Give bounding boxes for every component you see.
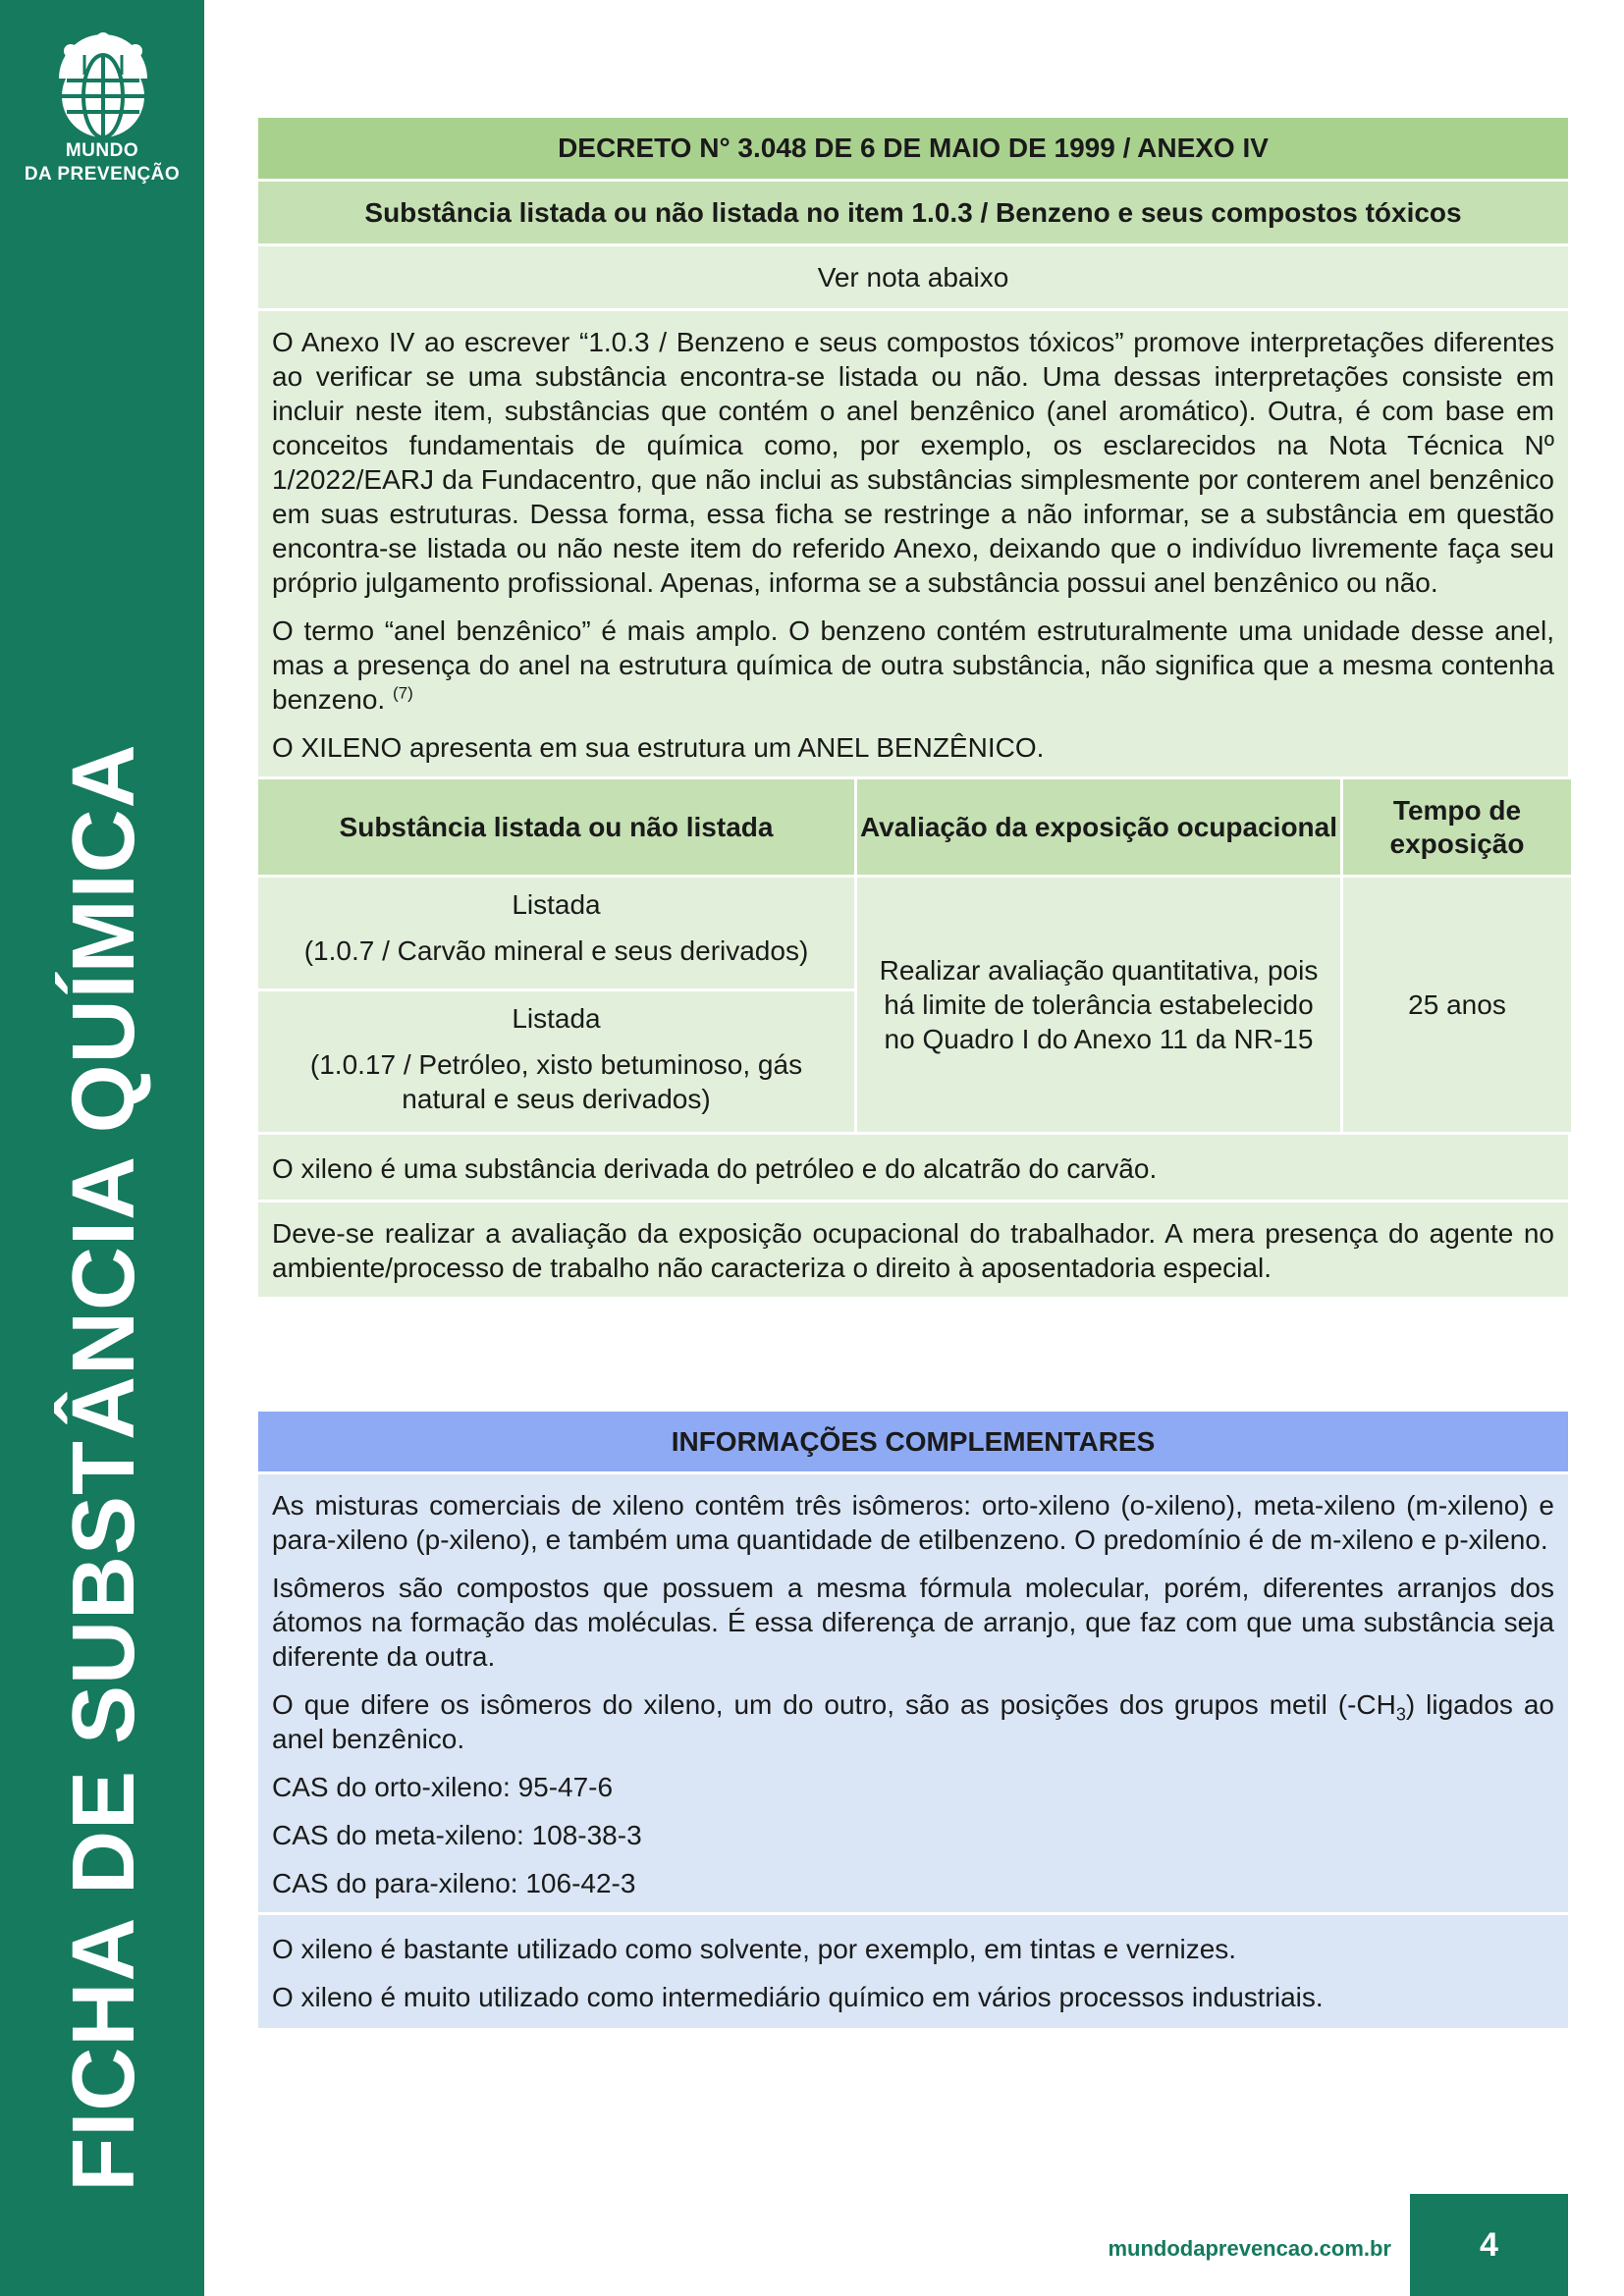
decree-title: DECRETO N° 3.048 DE 6 DE MAIO DE 1999 / ANEXO IV	[258, 118, 1568, 182]
decree-section	[258, 118, 1568, 1297]
sidebar	[0, 0, 204, 2296]
note-paragraph-1: O Anexo IV ao escrever “1.0.3 / Benzeno e seus compostos tóxicos” promove interpretações diferentes ao verificar se uma substância encontra-se listada ou não. Uma dessas interpretações consiste em incluir neste item, substâncias que contém o anel benzênico (anel aromático). Outra, é com base em conceitos fundamentais de química como, por exemplo, os esclarecidos na Nota Técnica Nº 1/2022/EARJ da Fundacentro, que não inclui as substâncias simplesmente por conterem anel benzênico em suas estruturas. Dessa forma, essa ficha se restringe a não informar, se a substância em questão encontra-se listada ou não neste item do referido Anexo, deixando que o indivíduo livremente faça seu próprio julgamento profissional. Apenas, informa se a substância possui anel benzênico ou não.	[272, 327, 1554, 598]
listed-item: (1.0.7 / Carvão mineral e seus derivados)	[303, 935, 809, 966]
exposure-time-cell: 25 anos	[1343, 878, 1571, 1132]
logo-line-1: MUNDO	[65, 140, 139, 161]
exposure-table	[258, 779, 1568, 1135]
cas-para-xylene: CAS do para-xileno: 106-42-3	[272, 1868, 636, 1898]
benzene-note-block	[258, 311, 1568, 779]
page-number: 4	[1410, 2194, 1568, 2296]
note-reference: Ver nota abaixo	[258, 246, 1568, 311]
formula-subscript: 3	[1395, 1704, 1406, 1725]
evaluation-note	[258, 1202, 1568, 1297]
vertical-document-title: FICHA DE SUBSTÂNCIA QUÍMICA	[54, 743, 153, 2192]
note-paragraph-3: O XILENO apresenta em sua estrutura um ANEL BENZÊNICO.	[272, 732, 1045, 763]
reference-superscript: (7)	[393, 683, 413, 703]
logo-line-2: DA PREVENÇÃO	[24, 164, 181, 185]
cas-ortho-xylene: CAS do orto-xileno: 95-47-6	[272, 1772, 614, 1802]
listed-item: (1.0.17 / Petróleo, xisto betuminoso, gás natural e seus derivados)	[309, 1049, 803, 1114]
isomers-paragraph-3-end: ) ligados ao anel benzênico.	[272, 1689, 1554, 1754]
listed-status: Listada	[512, 889, 601, 920]
footer-website-link[interactable]: mundodaprevencao.com.br	[1108, 2236, 1391, 2261]
use-solvent: O xileno é bastante utilizado como solvente, por exemplo, em tintas e vernizes.	[272, 1934, 1237, 1964]
table-row	[258, 878, 854, 988]
uses-block	[258, 1915, 1568, 2028]
evaluation-cell: Realizar avaliação quantitativa, pois há limite de tolerância estabelecido no Quadro I do Anexo 11 da NR-15	[857, 878, 1340, 1132]
table-header-substance: Substância listada ou não listada	[258, 779, 854, 875]
isomers-paragraph-3	[272, 1687, 1554, 1756]
derivation-text: O xileno é uma substância derivada do petróleo e do alcatrão do carvão.	[272, 1153, 1158, 1184]
complementary-section	[258, 1412, 1568, 2028]
isomers-paragraph-1: As misturas comerciais de xileno contêm três isômeros: orto-xileno (o-xileno), meta-xileno (m-xileno) e para-xileno (p-xileno), e também uma quantidade de etilbenzeno. O predomínio é de m-xileno e p-xileno.	[272, 1490, 1554, 1555]
cas-meta-xylene: CAS do meta-xileno: 108-38-3	[272, 1820, 642, 1850]
use-intermediate: O xileno é muito utilizado como intermediário químico em vários processos industriais.	[272, 1982, 1324, 2012]
globe-people-logo-icon	[49, 31, 157, 139]
complementary-title: INFORMAÇÕES COMPLEMENTARES	[258, 1412, 1568, 1474]
table-row	[258, 991, 854, 1132]
table-header-exposure-time: Tempo de exposição	[1343, 779, 1571, 875]
isomers-paragraph-2: Isômeros são compostos que possuem a mesma fórmula molecular, porém, diferentes arranjos dos átomos na formação das moléculas. É essa diferença de arranjo, que faz com que uma substância seja diferente da outra.	[272, 1573, 1554, 1672]
isomers-block	[258, 1474, 1568, 1915]
decree-subtitle: Substância listada ou não listada no item 1.0.3 / Benzeno e seus compostos tóxicos	[258, 182, 1568, 246]
note-paragraph-2-text: O termo “anel benzênico” é mais amplo. O benzeno contém estruturalmente uma unidade desse anel, mas a presença do anel na estrutura química de outra substância, não significa que a mesma contenha benzeno.	[272, 615, 1554, 715]
isomers-paragraph-3-start: O que difere os isômeros do xileno, um do outro, são as posições dos grupos metil (-CH	[272, 1689, 1396, 1720]
table-header-evaluation: Avaliação da exposição ocupacional	[857, 779, 1340, 875]
derivation-note	[258, 1135, 1568, 1202]
note-paragraph-2	[272, 614, 1554, 717]
listed-status: Listada	[512, 1003, 601, 1034]
listed-items-column	[258, 878, 854, 1132]
evaluation-text: Deve-se realizar a avaliação da exposição ocupacional do trabalhador. A mera presença do agente no ambiente/processo de trabalho não caracteriza o direito à aposentadoria especial.	[272, 1218, 1554, 1283]
logo-text	[0, 139, 204, 187]
